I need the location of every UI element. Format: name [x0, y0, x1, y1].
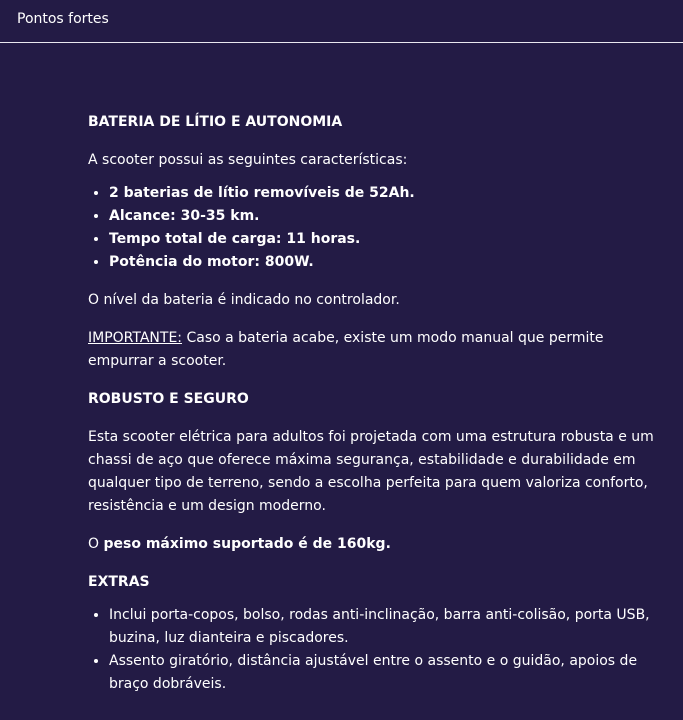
extras-list: [88, 604, 668, 696]
heading-extras: EXTRAS: [88, 574, 150, 590]
important-text: Caso a bateria acabe, existe um modo manual que permite empurrar a scooter.: [88, 330, 604, 369]
list-item: • Alcance: 30-35 km.: [109, 205, 668, 228]
list-item: • Assento giratório, distância ajustável entre o assento e o guidão, apoios de braço dobráveis.: [109, 650, 668, 696]
list-item: • Tempo total de carga: 11 horas.: [109, 228, 668, 251]
list-item: • Inclui porta-copos, bolso, rodas anti-inclinação, barra anti-colisão, porta USB, buzina, luz dianteira e piscadores.: [109, 604, 668, 650]
important-label: IMPORTANTE:: [88, 330, 183, 346]
section-title: Pontos fortes: [17, 11, 109, 27]
weight-bold: peso máximo suportado é de 160kg.: [103, 536, 391, 552]
heading-robust: ROBUSTO E SEGURO: [88, 391, 249, 407]
weight-prefix: O: [88, 536, 104, 552]
robust-description: Esta scooter elétrica para adultos foi projetada com uma estrutura robusta e um chassi de aço que oferece máxima segurança, estabilidade e durabilidade em qualquer tipo de terreno, sendo a escolha perfeita para quem valoriza conforto, resistência e um design moderno.: [88, 429, 654, 514]
max-weight-note: [88, 533, 668, 556]
section-header[interactable]: [0, 0, 683, 43]
important-note: [88, 327, 668, 373]
list-item: • Potência do motor: 800W.: [109, 251, 668, 274]
battery-intro: A scooter possui as seguintes características:: [88, 152, 408, 168]
heading-battery: BATERIA DE LÍTIO E AUTONOMIA: [88, 114, 343, 130]
battery-features-list: [88, 182, 668, 274]
battery-level-note: O nível da bateria é indicado no controlador.: [88, 292, 400, 308]
list-item: • 2 baterias de lítio removíveis de 52Ah.: [109, 182, 668, 205]
product-description: [88, 111, 668, 711]
